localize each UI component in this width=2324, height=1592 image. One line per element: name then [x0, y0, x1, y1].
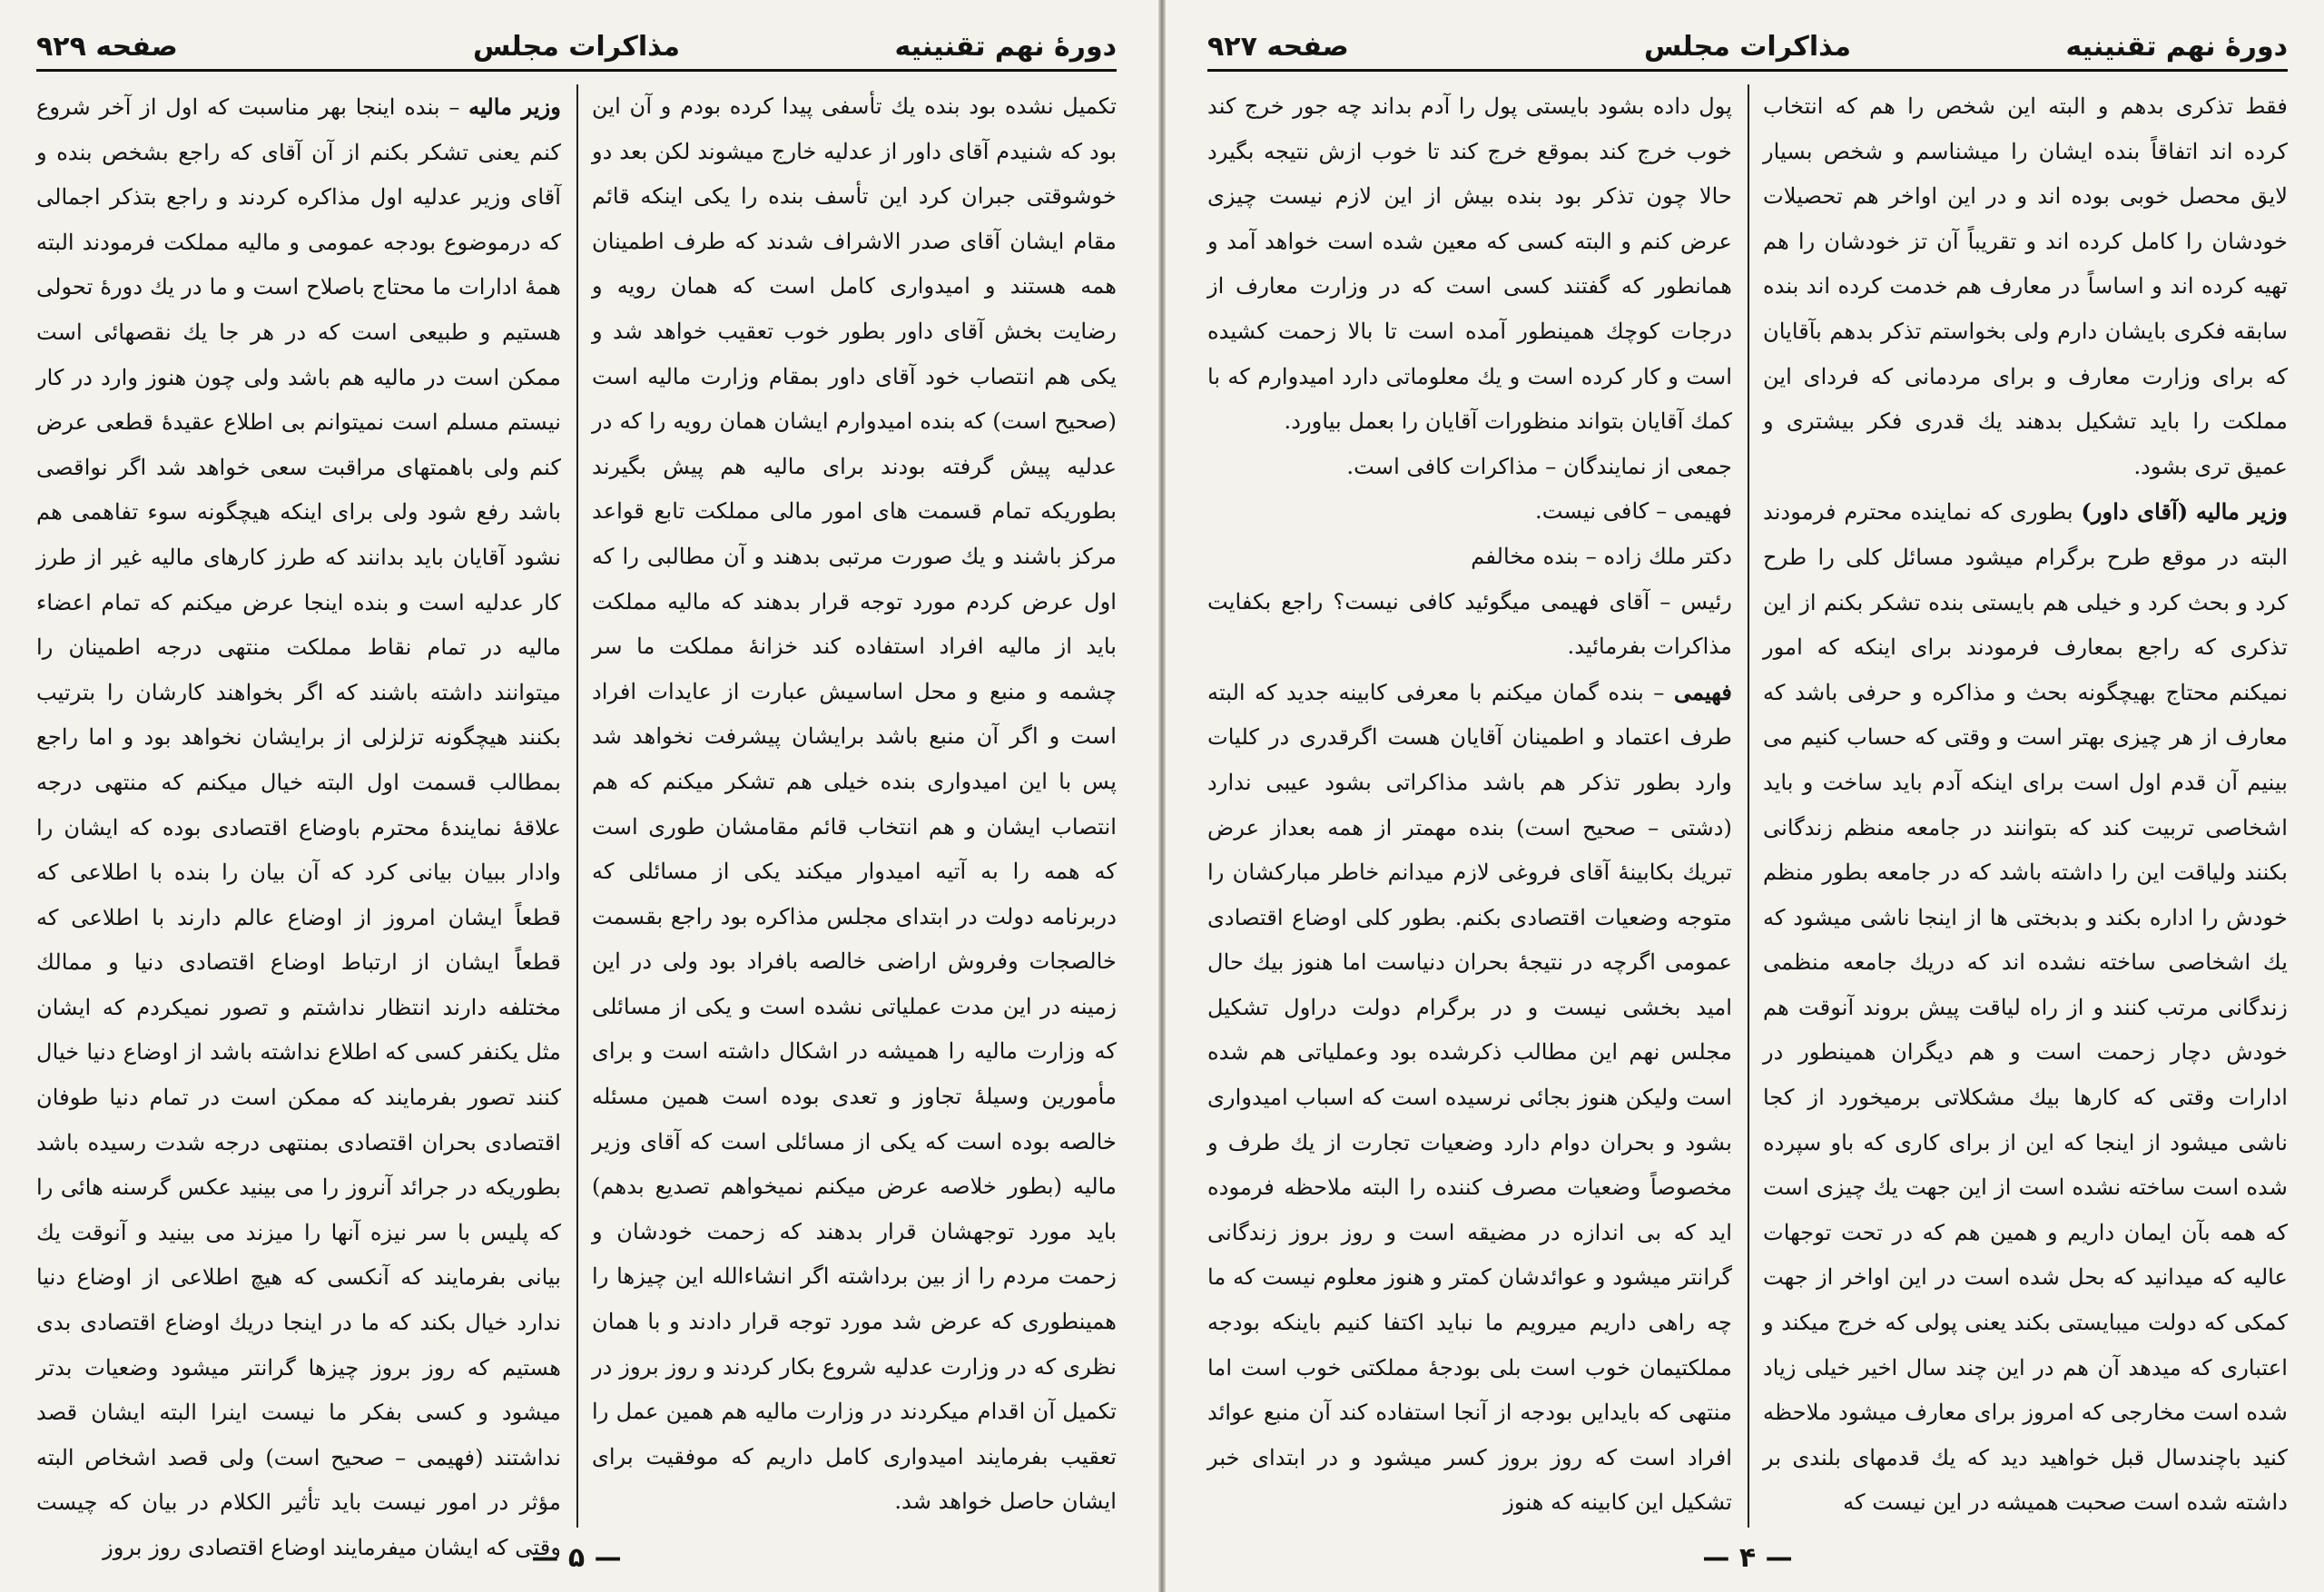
speaker-name: وزیر مالیه — [2196, 498, 2288, 526]
column-text: پول داده بشود بایستی پول را آدم بداند چه جور خرج کند خوب خرج کند بموقع خرج کند تا خوب ازش نتیجه بگیرد حالا چون تذکر بود بنده بیش از این لازم نیست چیزی عرض کنم و البته کسی که معین شده است خواهد آمد و همانطور که گفتند کسی است که در وزارت معارف از درجات کوچك همینطور آمده است تا بالا زحمت کشیده است و کار کرده است و یك معلوماتی دارد امیدوارم که با کمك آقایان بتواند منظورات آقایان را بعمل بیاورد. — [1207, 93, 1732, 435]
speaker-name: وزیر مالیه — [468, 93, 561, 120]
speaker-name: فهیمی — [1673, 678, 1732, 705]
right-page-columns — [1207, 84, 2288, 1528]
column-text: بطوری که نماینده محترم فرمودند البته در موقع طرح برگرام میشود مسائل کلی را طرح کرد و بحث کرد و خیلی هم بایستی بنده تشکر بکنم از این تذکری که راجع بمعارف فرمودند برای اینکه که امور نمیکنم محتاج بهیچگونه بحث و مذاکره و حرفی باشد که معارف از هر چیزی بهتر است و وقتی که حساب کنیم می بینیم آن قدم اول است برای اینکه آدم باید ساخت و باید اشخاصی تربیت کند که بتوانند در جامعه منظم زندگانی بکنند ولیاقت این را داشته باشد که در جامعه بطور منظم خودش را اداره بکند و بدبختی ها از اینجا ناشی میشود که یك اشخاصی ساخته نشده اند که دریك جامعه منظمی زندگانی مرتب کنند و از راه لیاقت پیش بروند آنوقت هم خودش دچار زحمت است و هم دیگران همینطور در ادارات وقتی که کارها بیك مشکلاتی برمیخورد از کجا ناشی میشود از اینجا که این از برای کاری که باو سپرده شده است ساخته نشده است از این جهت یك چیزی است که همه بآن ایمان داریم و همین هم که در تحت توجهات عالیه که میدانید که بحل شده است در این اواخر از جهت کمکی که دولت میبایستی بکند یعنی پولی که خرج میکند و اعتباری که میدهد آن هم در این چند سال اخیر خیلی زیاد شده است مخارجی که امروز برای معارف میشود ملاحظه کنید باچندسال قبل خواهید دید که یك قدمهای بلندی بر داشته شده است صحبت همیشه در این نیست که — [1763, 499, 2288, 1516]
column-divider — [576, 84, 578, 1528]
left-page — [0, 0, 1153, 1592]
page-title: مذاکرات مجلس — [472, 31, 681, 63]
page-footer-number: — ۵ — — [531, 1542, 622, 1574]
left-page-header — [36, 25, 1117, 72]
text-column-left — [36, 84, 561, 1560]
left-page-columns — [36, 84, 1117, 1560]
text-column-right — [1763, 84, 2288, 1528]
session-label: دورهٔ نهم تقنینیه — [2065, 31, 2288, 63]
page-number: صفحه ۹۲۷ — [1207, 31, 1349, 63]
page-title: مذاکرات مجلس — [1643, 31, 1852, 63]
chair-remark: رئیس – آقای فهیمی میگوئید کافی نیست؟ راجع بکفایت مذاکرات بفرمائید. — [1207, 588, 1732, 660]
session-label: دورهٔ نهم تقنینیه — [894, 31, 1117, 63]
right-page-header — [1207, 25, 2288, 72]
interjection-line: دکتر ملك زاده – بنده مخالفم — [1471, 543, 1732, 569]
column-paragraph — [1207, 670, 1732, 1526]
text-column-right — [592, 84, 1117, 1528]
right-page — [1171, 0, 2324, 1592]
speaker-alias: (آقای داور) — [2081, 498, 2189, 526]
page-footer-number: — ۴ — — [1702, 1542, 1793, 1574]
interjection-line: جمعی از نمایندگان – مذاکرات کافی است. — [1346, 453, 1732, 479]
text-column-left — [1207, 84, 1732, 1528]
binding-gutter — [1158, 0, 1166, 1592]
column-divider — [1748, 84, 1749, 1528]
page-number: صفحه ۹۲۹ — [36, 31, 178, 63]
column-paragraph — [36, 84, 561, 1571]
column-text: تکمیل نشده بود بنده یك تأسفی پیدا کرده بودم و آن این بود که شنیدم آقای داور از عدلیه خارج میشوند لکن بعد دو خوشوقتی جبران کرد این تأسف بنده را یکی اینکه قائم مقام ایشان آقای صدر الاشراف شدند که طرف اطمینان همه هستند و امیدواری کامل است که همان رویه و رضایت بخش آقای داور بطور خوب تعقیب خواهد شد و یکی هم انتصاب خود آقای داور بمقام وزارت مالیه است (صحیح است) که بنده امیدوارم ایشان همان رویه را که در عدلیه پیش گرفته بودند برای مالیه هم پیش بگیرند بطوریکه تمام قسمت های امور مالی مملکت تابع قواعد مرکز باشند و یك صورت مرتبی بدهند و آن مطالبی را که اول عرض کردم مورد توجه قرار بدهند که مالیه مملکت باید از مالیه افراد استفاده کند خزانهٔ مملکت ما سر چشمه و منبع و محل اساسیش عبارت از عایدات افراد است و اگر آن منبع باشد برایشان پیشرفت نخواهد شد پس با این امیدواری بنده خیلی هم تشکر میکنم که هم انتصاب ایشان و هم انتخاب قائم مقامشان طوری است که همه را به آتیه امیدوار میکند یکی از مسائلی که دربرنامه دولت در ابتدای مجلس مذاکره بود راجع بقسمت خالصجات وفروش اراضی خالصه بافراد بود ولی در این زمینه در این مدت عملیاتی نشده است و یکی از مسائلی که وزارت مالیه را همیشه در اشکال داشته است و برای مأمورین وسیلهٔ تجاوز و تعدی بوده است همین مسئله خالصه بوده است که یکی از مسائلی است که آقای وزیر مالیه (بطور خلاصه عرض میکنم نمیخواهم تصدیع بدهم) باید مورد توجهشان قرار بدهند که زحمت خودشان و زحمت مردم را از بین برداشته اگر انشاءالله این چیزها را همینطوری که عرض شد مورد توجه قرار دادند و با همان نظری که در وزارت عدلیه شروع بکار کردند و روز بروز در تکمیل آن اقدام میکردند در وزارت مالیه هم همین عمل را تعقیب بفرمایند امیدواری کامل داریم که موفقیت برای ایشان حاصل خواهد شد. — [592, 93, 1117, 1515]
column-text: – بنده گمان میکنم با معرفی کابینه جدید که البته طرف اعتماد و اطمینان آقایان هست اگرقدری در کلیات وارد بطور تذکر هم باشد مذاکراتی بشود عیبی ندارد (دشتی – صحیح است) بنده مهمتر از همه بعداز عرض تبریك بکابینهٔ آقای فروغی لازم میدانم خاطر مبارکشان را متوجه وضعیات اقتصادی بکنم. بطور کلی اوضاع اقتصادی عمومی اگرچه در نتیجهٔ بحران دنیاست اما هنوز بیك حال امید بخشی نیست و در برگرام دولت دراول تشکیل مجلس نهم این مطالب ذکرشده بود وعملیاتی هم شده است ولیکن هنوز بجائی نرسیده است که اسباب امیدواری بشود و بحران دوام دارد وضعیات تجارت از یك طرف و مخصوصاً وضعیات مصرف کننده را البته ملاحظه فرموده اید که بی اندازه در مضیقه است و روز بروز زندگانی گرانتر میشود و عوائدشان کمتر و هنوز معلوم نیست که ما چه راهی داریم میرویم ما نباید اکتفا کنیم باینکه بودجه مملکتیمان خوب است بلی بودجهٔ مملکتی خوب است اما منتهی که بایدایں بودجه از آنجا استفاده کند آن منبع عوائد افراد است که روز بروز کسر میشود و در ابتدای خبر تشکیل این کابینه که هنوز — [1207, 679, 1732, 1516]
interjection-line: فهیمی – کافی نیست. — [1535, 498, 1732, 525]
column-text: – بنده اینجا بهر مناسبت که اول از آخر شروع کنم یعنی تشکر بکنم از آن آقای که راجع بشخص بنده و آقای وزیر عدلیه اول مذاکره کردند و راجع بتذکر اجمالی که درموضوع بودجه عمومی و مالیه مملکت فرمودند البته همهٔ ادارات ما محتاج باصلاح است و ما در یك دورهٔ تحولی هستیم و طبیعی است که در هر جا یك نقصهائی است ممکن است در مالیه هم باشد ولی چون هنوز وارد در کار نیستم مسلم است نمیتوانم بی اطلاع عقیدهٔ قطعی عرض کنم ولی باهمتهای مراقبت سعی خواهد شد اگر نواقصی باشد رفع شود ولی برای اینکه هیچگونه سوء تفاهمی هم نشود آقایان باید بدانند که طرز کارهای مالیه غیر از طرز کار عدلیه است و بنده اینجا عرض میکنم که تمام اعضاء مالیه در تمام نقاط مملکت منتهی درجه اطمینان را میتوانند داشته باشند که اگر بخواهند کارشان را بترتیب بکنند هیچگونه تزلزلی از برایشان نخواهد بود و اما راجع بمطالب قسمت اول البته خیال میکنم که منتهی درجه علاقهٔ نمایندهٔ محترم باوضاع اقتصادی بوده که ایشان را وادار ببیان بیانی کرد که آن بیان را بنده با اطلاعی که قطعاً ایشان امروز از اوضاع عالم دارند با اطلاعی که قطعاً ایشان از ارتباط اوضاع اقتصادی دنیا و ممالك مختلفه دارند انتظار نداشتم و تصور نمیکردم که ایشان مثل یکنفر کسی که اطلاع نداشته باشد از اوضاع دنیا خیال کنند تصور بفرمایند که ممکن است در تمام دنیا طوفان اقتصادی بحران اقتصادی بمنتهی درجه شدت رسیده باشد بطوریکه در جرائد آنروز را می بینید عکس گرسنه هائی را که پلیس با سر نیزه آنها را میزند می بینید و آنوقت یك بیانی بفرمایند که آنکسی که هیچ اطلاعی از اوضاع دنیا ندارد خیال بکند که ما در اینجا دریك اوضاع اقتصادی بدی هستیم که روز بروز چیزها گرانتر میشود وضعیات بدتر میشود و کسی بفکر ما نیست اینرا البته ایشان قصد نداشتند (فهیمی – صحیح است) ولی قصد اشخاص البته مؤثر در امور نیست باید تأثیر الکلام در بیان که چیست وقتی که ایشان میفرمایند اوضاع اقتصادی روز بروز — [36, 94, 561, 1560]
column-paragraph — [1763, 489, 2288, 1526]
column-text: فقط تذکری بدهم و البته این شخص را هم که انتخاب کرده اند اتفاقاً بنده ایشان را میشناسم و شخص بسیار لایق محصل خوبی بوده اند و در این اواخر هم تحصیلات خودشان را کامل کرده اند و تقریباً آن تز خودشان را هم تهیه کرده اند و اساساً در معارف هم خدمت کرده اند بنده سابقه فکری بایشان دارم ولی بخواستم تذکر بدهم بآقایان که برای وزارت معارف و برای مردمانی که فردای این مملکت را باید تشکیل بدهند یك قدری فکر بیشتری و عمیق تری بشود. — [1763, 93, 2288, 479]
